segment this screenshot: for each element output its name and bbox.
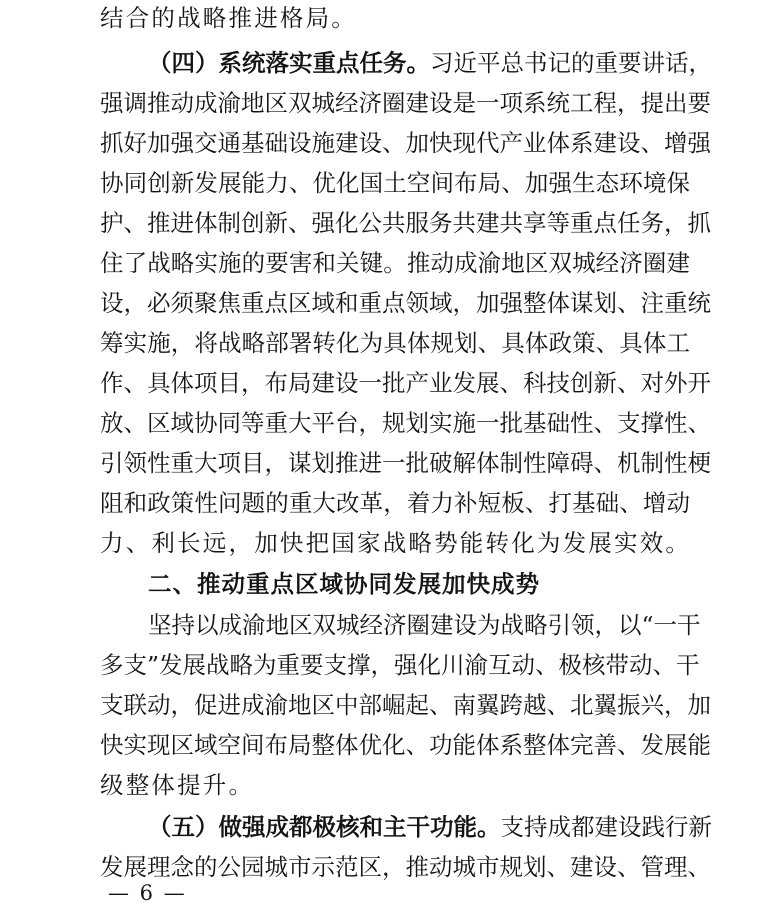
body-line <box>100 168 690 198</box>
line-text: 多支”发展战略为重要支撑，强化川渝互动、极核带动、干 <box>100 651 700 679</box>
body-line <box>100 488 690 518</box>
body-line <box>100 730 711 760</box>
section-heading <box>148 569 690 599</box>
line-text: 支联动，促进成渝地区中部崛起、南翼跨越、北翼振兴，加 <box>100 691 711 719</box>
subsection-heading-line <box>148 48 712 78</box>
body-line <box>100 852 711 882</box>
line-text: 发展理念的公园城市示范区，推动城市规划、建设、管理、 <box>100 853 711 881</box>
body-line <box>100 690 711 720</box>
line-text: 强调推动成渝地区双城经济圈建设是一项系统工程，提出要 <box>100 89 711 117</box>
body-line <box>100 208 711 238</box>
line-text: 级整体提升。 <box>100 771 255 799</box>
body-line <box>100 248 690 278</box>
line-text: 放、区域协同等重大平台，规划实施一批基础性、支撑性、 <box>100 409 711 437</box>
line-text: 坚持以成渝地区双城经济圈建设为战略引领，以“一干 <box>148 611 701 639</box>
line-text: 住了战略实施的要害和关键。推动成渝地区双城经济圈建 <box>100 249 690 277</box>
subsection-title: （五）做强成都极核和主干功能。 <box>148 813 501 841</box>
line-text: 快实现区域空间布局整体优化、功能体系整体完善、发展能 <box>100 731 711 759</box>
line-text: 作、具体项目，布局建设一批产业发展、科技创新、对外开 <box>100 369 711 397</box>
line-text: 力、利长远，加快把国家战略势能转化为发展实效。 <box>100 529 692 557</box>
line-text: 结合的战略推进格局。 <box>100 4 357 32</box>
body-line <box>100 128 711 158</box>
line-text: 筹实施，将战略部署转化为具体规划、具体政策、具体工 <box>100 329 690 357</box>
body-line <box>100 88 711 118</box>
line-text: 引领性重大项目，谋划推进一批破解体制性障碍、机制性梗 <box>100 449 711 477</box>
body-line <box>100 650 700 680</box>
subsection-heading-line <box>148 812 712 842</box>
section-title: 二、推动重点区域协同发展加快成势 <box>148 570 540 598</box>
body-line <box>100 770 690 800</box>
body-line <box>100 288 711 318</box>
body-line <box>100 3 690 33</box>
line-text: 护、推进体制创新、强化公共服务共建共享等重点任务，抓 <box>100 209 711 237</box>
line-text: 习近平总书记的重要讲话， <box>430 49 712 77</box>
body-line <box>100 328 690 358</box>
line-text: 支持成都建设践行新 <box>500 813 712 841</box>
subsection-title: （四）系统落实重点任务。 <box>148 49 430 77</box>
line-text: 阻和政策性问题的重大改革，着力补短板、打基础、增动 <box>100 489 690 517</box>
line-text: 抓好加强交通基础设施建设、加快现代产业体系建设、增强 <box>100 129 711 157</box>
body-line <box>100 368 711 398</box>
body-line <box>100 448 711 478</box>
body-line <box>100 408 711 438</box>
body-line <box>148 610 701 640</box>
line-text: 设，必须聚焦重点区域和重点领域，加强整体谋划、注重统 <box>100 289 711 317</box>
page-number: — 6 — <box>108 881 187 905</box>
line-text: 协同创新发展能力、优化国土空间布局、加强生态环境保 <box>100 169 690 197</box>
body-line <box>100 528 690 558</box>
